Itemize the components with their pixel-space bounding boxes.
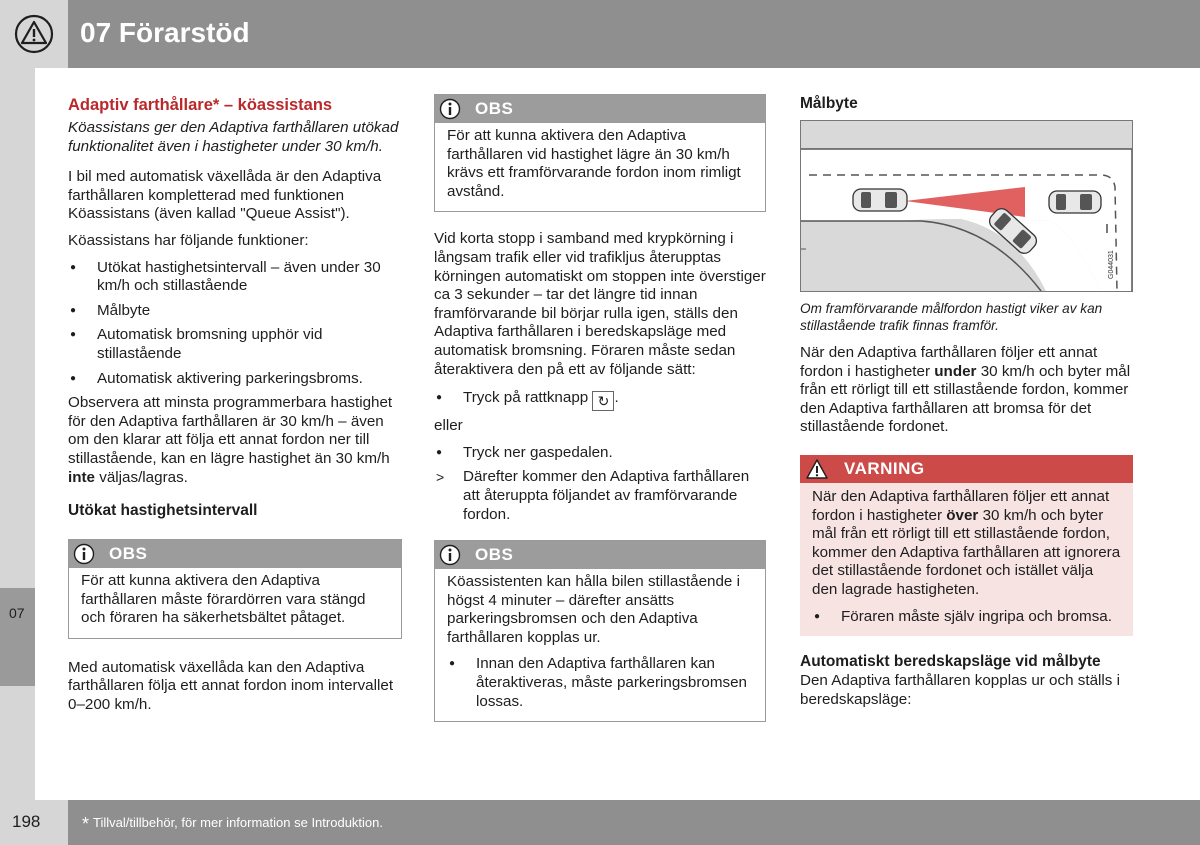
list-item: ● Målbyte	[68, 302, 402, 321]
figure-code: G044031	[1108, 250, 1115, 279]
chapter-number: 07	[9, 605, 25, 621]
obs-body: För att kunna aktivera den Adaptiva farthållaren måste förardörren vara stängd och föraren ha säkerhetsbältet påtaget.	[81, 572, 366, 627]
section-title: Adaptiv farthållare* – köassistans	[68, 96, 333, 114]
info-icon	[439, 544, 461, 566]
paragraph: eller	[434, 417, 463, 435]
footnote: * Tillval/tillbehör, för mer information se Introduktion.	[82, 814, 383, 834]
road-diagram	[801, 121, 1132, 291]
list-item: ● Automatisk aktivering parkeringsbroms.	[68, 370, 402, 389]
target-change-illustration	[800, 120, 1133, 292]
obs-label: OBS	[475, 98, 514, 118]
warning-body: När den Adaptiva farthållaren följer ett annat fordon i hastigheter över 30 km/h och byter mål från ett rörligt till ett stillastående fordon, kommer den Adaptiva farthållaren att ignorera det stillastående fordonet och istället välja den lagrade hastigheten. ● Föraren måste själv ingripa och bromsa.	[800, 483, 1133, 636]
list-item: ● Innan den Adaptiva farthållaren kan återaktiveras, måste parkeringsbromsen lossas.	[447, 655, 755, 711]
header-corner	[0, 0, 68, 68]
obs-label: OBS	[109, 543, 148, 563]
side-strip	[0, 68, 35, 800]
own-car-icon	[853, 189, 907, 211]
paragraph: Observera att minsta programmerbara hastighet för den Adaptiva farthållaren är 30 km/h – även om den klarar att följa ett annat fordon ner till stillastående, kan en lägre hastighet än 30 km/h inte väljas/lagras.	[68, 394, 393, 486]
obs-body: För att kunna aktivera den Adaptiva farthållaren vid hastighet lägre än 30 km/h krävs ett framförvarande fordon inom rimligt avstånd.	[447, 127, 741, 200]
list-item: ● Föraren måste själv ingripa och bromsa.	[812, 608, 1121, 627]
obs-header	[69, 540, 401, 568]
column-middle	[434, 94, 766, 742]
list-item: > Därefter kommer den Adaptiva farthållaren att återuppta följandet av framförvarande fordon.	[434, 468, 766, 524]
obs-body: Köassistenten kan hålla bilen stillastående i högst 4 minuter – därefter ansätts parkeringsbromsen och den Adaptiva farthållaren kopplas ur. ● Innan den Adaptiva farthållaren kan återaktiveras, måste parkeringsbromsen lossas.	[435, 569, 765, 721]
paragraph: Vid korta stopp i samband med krypkörning i långsam trafik eller vid trafikljus återupptas körningen automatiskt om stoppen inte överstiger ca 3 sekunder – tar det längre tid innan framförvarande bil börjar rulla igen, ställs den Adaptiva farthållaren i beredskapsläge med automatisk bromsning. Föraren måste sedan återaktivera den på ett av följande sätt:	[434, 230, 766, 378]
page-number: 198	[12, 812, 41, 831]
obs-box	[434, 540, 766, 722]
subheading: Utökat hastighetsintervall	[68, 502, 258, 520]
obs-box	[68, 539, 402, 639]
obs-header	[435, 541, 765, 569]
figure-caption: Om framförvarande målfordon hastigt viker av kan stillastående trafik finnas framför.	[800, 301, 1103, 333]
steering-wheel-resume-key-icon: ↻	[592, 391, 614, 411]
info-icon	[73, 543, 95, 565]
warning-header	[800, 455, 1133, 483]
section-intro: Köassistans ger den Adaptiva farthållaren utökad funktionalitet även i hastigheter under 30 km/h.	[68, 119, 399, 155]
paragraph: När den Adaptiva farthållaren följer ett annat fordon i hastigheter under 30 km/h och byter mål från ett rörligt till ett stillastående fordon, kommer den Adaptiva farthållaren att bromsa för det stillastående fordonet.	[800, 344, 1131, 436]
subheading: Automatiskt beredskapsläge vid målbyte	[800, 653, 1101, 671]
step-list	[434, 389, 766, 411]
list-item: ● Tryck på rattknapp ↻ .	[434, 389, 766, 411]
obs-header	[435, 95, 765, 123]
section-title: Målbyte	[800, 95, 858, 112]
stationary-car-icon	[1049, 191, 1101, 213]
list-item: ● Tryck ner gaspedalen.	[434, 444, 766, 463]
column-left	[68, 94, 402, 723]
warning-triangle-icon	[14, 14, 54, 54]
list-item: ● Utökat hastighetsintervall – även under 30 km/h och stillastående	[68, 259, 402, 296]
warning-label: VARNING	[844, 458, 925, 478]
chapter-tab	[0, 588, 35, 686]
obs-box	[434, 94, 766, 212]
obs-label: OBS	[475, 544, 514, 564]
feature-list	[68, 259, 402, 389]
info-icon	[439, 98, 461, 120]
step-list	[434, 444, 766, 524]
warning-triangle-icon	[804, 458, 830, 480]
list-item: ● Automatisk bromsning upphör vid stillastående	[68, 326, 402, 363]
paragraph: Med automatisk växellåda kan den Adaptiva farthållaren följa ett annat fordon inom intervallet 0–200 km/h.	[68, 658, 394, 714]
footnote-star: *	[82, 814, 90, 834]
paragraph: I bil med automatisk växellåda är den Adaptiva farthållaren kompletterad med funktionen Köassistans (även kallad "Queue Assist").	[68, 168, 382, 223]
paragraph: Köassistans har följande funktioner:	[68, 231, 309, 249]
paragraph: Den Adaptiva farthållaren kopplas ur och ställs i beredskapsläge:	[800, 672, 1120, 708]
column-right	[800, 94, 1133, 717]
warning-box	[800, 455, 1133, 636]
chapter-title: 07 Förarstöd	[80, 17, 250, 48]
